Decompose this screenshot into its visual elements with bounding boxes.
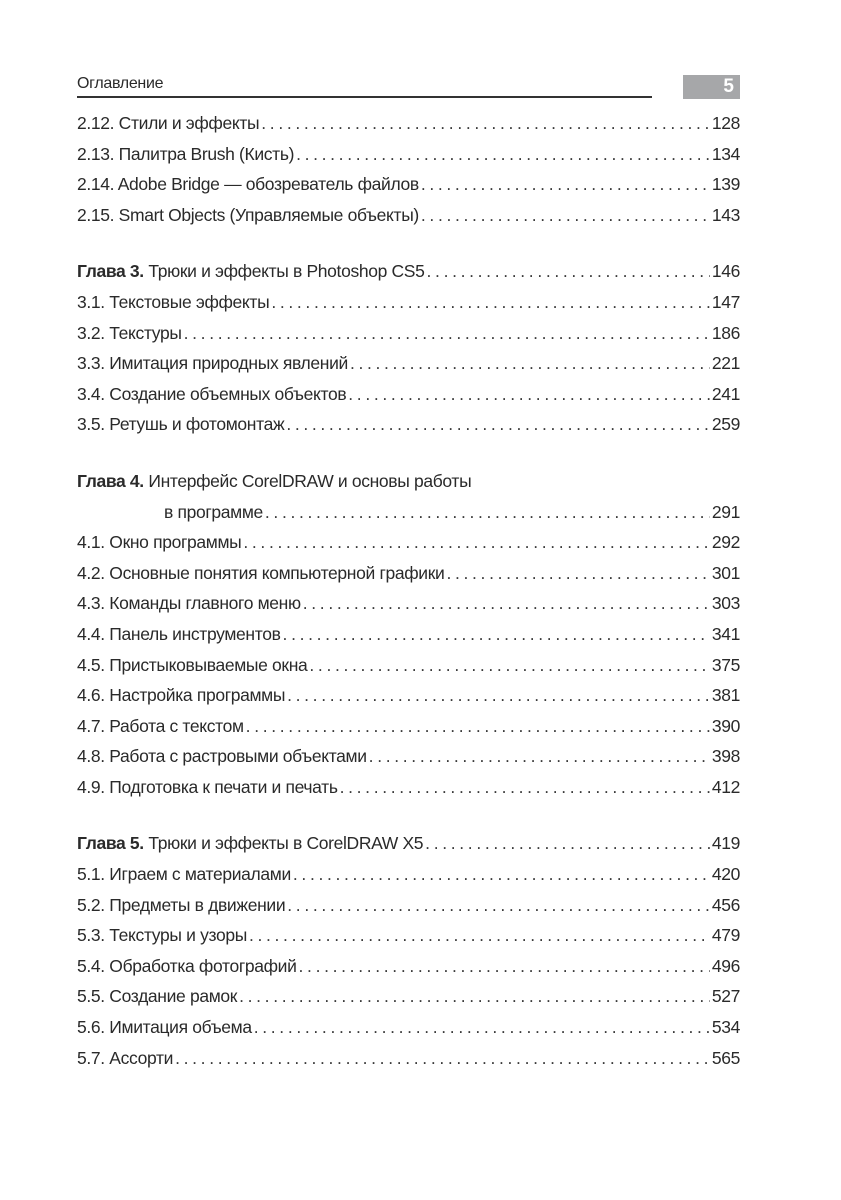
leader-dots	[265, 502, 710, 523]
leader-dots	[427, 261, 710, 282]
toc-entry-label: 5.7. Ассорти	[77, 1047, 174, 1068]
chapter-title: Трюки и эффекты в Photoshop CS5	[148, 261, 425, 282]
toc-entry-label: 4.8. Работа с растровыми объектами	[77, 746, 367, 767]
toc-entry[interactable]	[77, 593, 740, 624]
toc-entry-label: 4.1. Окно программы	[77, 532, 242, 553]
table-of-contents	[77, 113, 740, 1078]
toc-entry-page: 420	[711, 864, 740, 885]
toc-entry-label: 3.2. Текстуры	[77, 322, 182, 343]
header-rule	[77, 96, 652, 98]
toc-entry[interactable]	[77, 777, 740, 808]
leader-dots	[246, 716, 710, 737]
toc-entry-label: 2.14. Adobe Bridge — обозреватель файлов	[77, 174, 419, 195]
page-number-box	[683, 75, 740, 99]
chapter-heading	[77, 833, 423, 854]
toc-entry-page: 527	[711, 986, 740, 1007]
toc-entry-page: 301	[711, 562, 740, 583]
toc-entry-label: 2.15. Smart Objects (Управляемые объекты)	[77, 204, 419, 225]
leader-dots	[303, 593, 710, 614]
leader-dots	[293, 864, 710, 885]
toc-entry[interactable]	[77, 655, 740, 686]
toc-entry-page: 565	[711, 1047, 740, 1068]
toc-entry[interactable]	[77, 144, 740, 175]
toc-entry-label: 5.5. Создание рамок	[77, 986, 238, 1007]
toc-entry-label: 2.12. Стили и эффекты	[77, 113, 260, 133]
chapter-heading	[77, 471, 471, 492]
toc-entry-label: 5.3. Текстуры и узоры	[77, 925, 247, 946]
toc-entry-page: 147	[711, 291, 740, 312]
toc-entry[interactable]	[77, 716, 740, 747]
toc-entry[interactable]	[77, 205, 740, 236]
toc-entry[interactable]	[77, 986, 740, 1017]
toc-entry-page: 456	[711, 894, 740, 915]
toc-entry-label: 3.5. Ретушь и фотомонтаж	[77, 414, 285, 435]
leader-dots	[184, 323, 710, 344]
toc-chapter-4[interactable]	[77, 471, 740, 502]
leader-dots	[287, 685, 710, 706]
toc-entry[interactable]	[77, 384, 740, 415]
toc-entry-label: 3.1. Текстовые эффекты	[77, 291, 270, 312]
chapter-title-continued: в программе	[164, 501, 263, 522]
toc-entry[interactable]	[77, 746, 740, 777]
section-gap	[77, 445, 740, 471]
running-header-title: Оглавление	[77, 75, 164, 92]
toc-entry-page: 139	[711, 174, 740, 195]
toc-entry-page: 143	[711, 204, 740, 225]
leader-dots	[287, 895, 710, 916]
toc-entry-label: 3.3. Имитация природных явлений	[77, 353, 348, 374]
chapter-prefix: Глава 5.	[77, 833, 144, 854]
toc-entry[interactable]	[77, 174, 740, 205]
toc-entry[interactable]	[77, 353, 740, 384]
leader-dots	[239, 986, 710, 1007]
toc-entry-page: 128	[711, 113, 740, 133]
toc-entry-page: 496	[711, 955, 740, 976]
toc-entry-page: 419	[711, 833, 740, 854]
toc-entry[interactable]	[77, 925, 740, 956]
toc-entry-page: 412	[711, 776, 740, 797]
leader-dots	[299, 956, 710, 977]
leader-dots	[309, 655, 709, 676]
toc-entry[interactable]	[77, 563, 740, 594]
leader-dots	[254, 1017, 710, 1038]
toc-entry-label: 4.9. Подготовка к печати и печать	[77, 776, 338, 797]
chapter-title: Интерфейс CorelDRAW и основы работы	[148, 470, 472, 491]
toc-entry-page: 291	[711, 501, 740, 522]
toc-entry-label: 4.7. Работа с текстом	[77, 715, 244, 736]
leader-dots	[249, 925, 710, 946]
toc-entry-page: 134	[711, 143, 740, 164]
leader-dots	[243, 532, 709, 553]
toc-entry-page: 390	[711, 715, 740, 736]
toc-chapter-4-continued[interactable]	[77, 502, 740, 533]
leader-dots	[175, 1048, 710, 1069]
toc-entry-page: 221	[711, 353, 740, 374]
leader-dots	[369, 746, 710, 767]
toc-entry-page: 375	[711, 654, 740, 675]
leader-dots	[296, 144, 710, 165]
toc-chapter-3[interactable]	[77, 261, 740, 292]
toc-entry-label: 5.2. Предметы в движении	[77, 894, 286, 915]
toc-entry-label: 3.4. Создание объемных объектов	[77, 383, 347, 404]
leader-dots	[286, 414, 710, 435]
toc-entry-label: 2.13. Палитра Brush (Кисть)	[77, 143, 295, 164]
toc-entry-label: 5.6. Имитация объема	[77, 1017, 252, 1038]
leader-dots	[446, 563, 709, 584]
toc-entry-label: 4.5. Пристыковываемые окна	[77, 654, 308, 675]
leader-dots	[421, 174, 710, 195]
leader-dots	[350, 353, 710, 374]
leader-dots	[271, 292, 710, 313]
page-header	[77, 74, 740, 100]
chapter-title: Трюки и эффекты в CorelDRAW X5	[148, 833, 424, 854]
toc-entry-label: 4.4. Панель инструментов	[77, 623, 281, 644]
leader-dots	[340, 777, 710, 798]
leader-dots	[421, 205, 710, 226]
toc-entry-page: 186	[711, 322, 740, 343]
toc-entry-page: 398	[711, 746, 740, 767]
toc-entry[interactable]	[77, 864, 740, 895]
toc-entry-page: 341	[711, 623, 740, 644]
chapter-prefix: Глава 4.	[77, 470, 144, 491]
page-number: 5	[723, 76, 734, 97]
toc-entry[interactable]	[77, 292, 740, 323]
toc-entry-page: 479	[711, 925, 740, 946]
toc-entry[interactable]	[77, 532, 740, 563]
toc-entry[interactable]	[77, 895, 740, 926]
toc-entry[interactable]	[77, 414, 740, 445]
chapter-heading	[77, 261, 425, 282]
toc-entry-label: 5.4. Обработка фотографий	[77, 955, 297, 976]
toc-entry-page: 303	[711, 593, 740, 614]
toc-entry-page: 146	[711, 261, 740, 282]
toc-chapter-5[interactable]	[77, 833, 740, 864]
toc-entry-page: 292	[711, 532, 740, 553]
chapter-prefix: Глава 3.	[77, 261, 144, 282]
toc-entry[interactable]	[77, 685, 740, 716]
toc-entry-label: 5.1. Играем с материалами	[77, 864, 291, 885]
leader-dots	[348, 384, 710, 405]
section-gap	[77, 807, 740, 833]
toc-entry[interactable]	[77, 1017, 740, 1048]
toc-entry[interactable]	[77, 624, 740, 655]
toc-entry[interactable]	[77, 113, 740, 144]
leader-dots	[425, 833, 710, 854]
toc-entry-page: 241	[711, 383, 740, 404]
toc-entry[interactable]	[77, 1048, 740, 1079]
toc-entry-label: 4.6. Настройка программы	[77, 685, 286, 706]
toc-entry-label: 4.2. Основные понятия компьютерной графики	[77, 562, 445, 583]
toc-entry[interactable]	[77, 956, 740, 987]
toc-entry-page: 259	[711, 414, 740, 435]
toc-entry[interactable]	[77, 323, 740, 354]
section-gap	[77, 235, 740, 261]
leader-dots	[283, 624, 710, 645]
leader-dots	[261, 113, 710, 134]
toc-entry-label: 4.3. Команды главного меню	[77, 593, 301, 614]
toc-entry-page: 381	[711, 685, 740, 706]
toc-entry-page: 534	[711, 1017, 740, 1038]
